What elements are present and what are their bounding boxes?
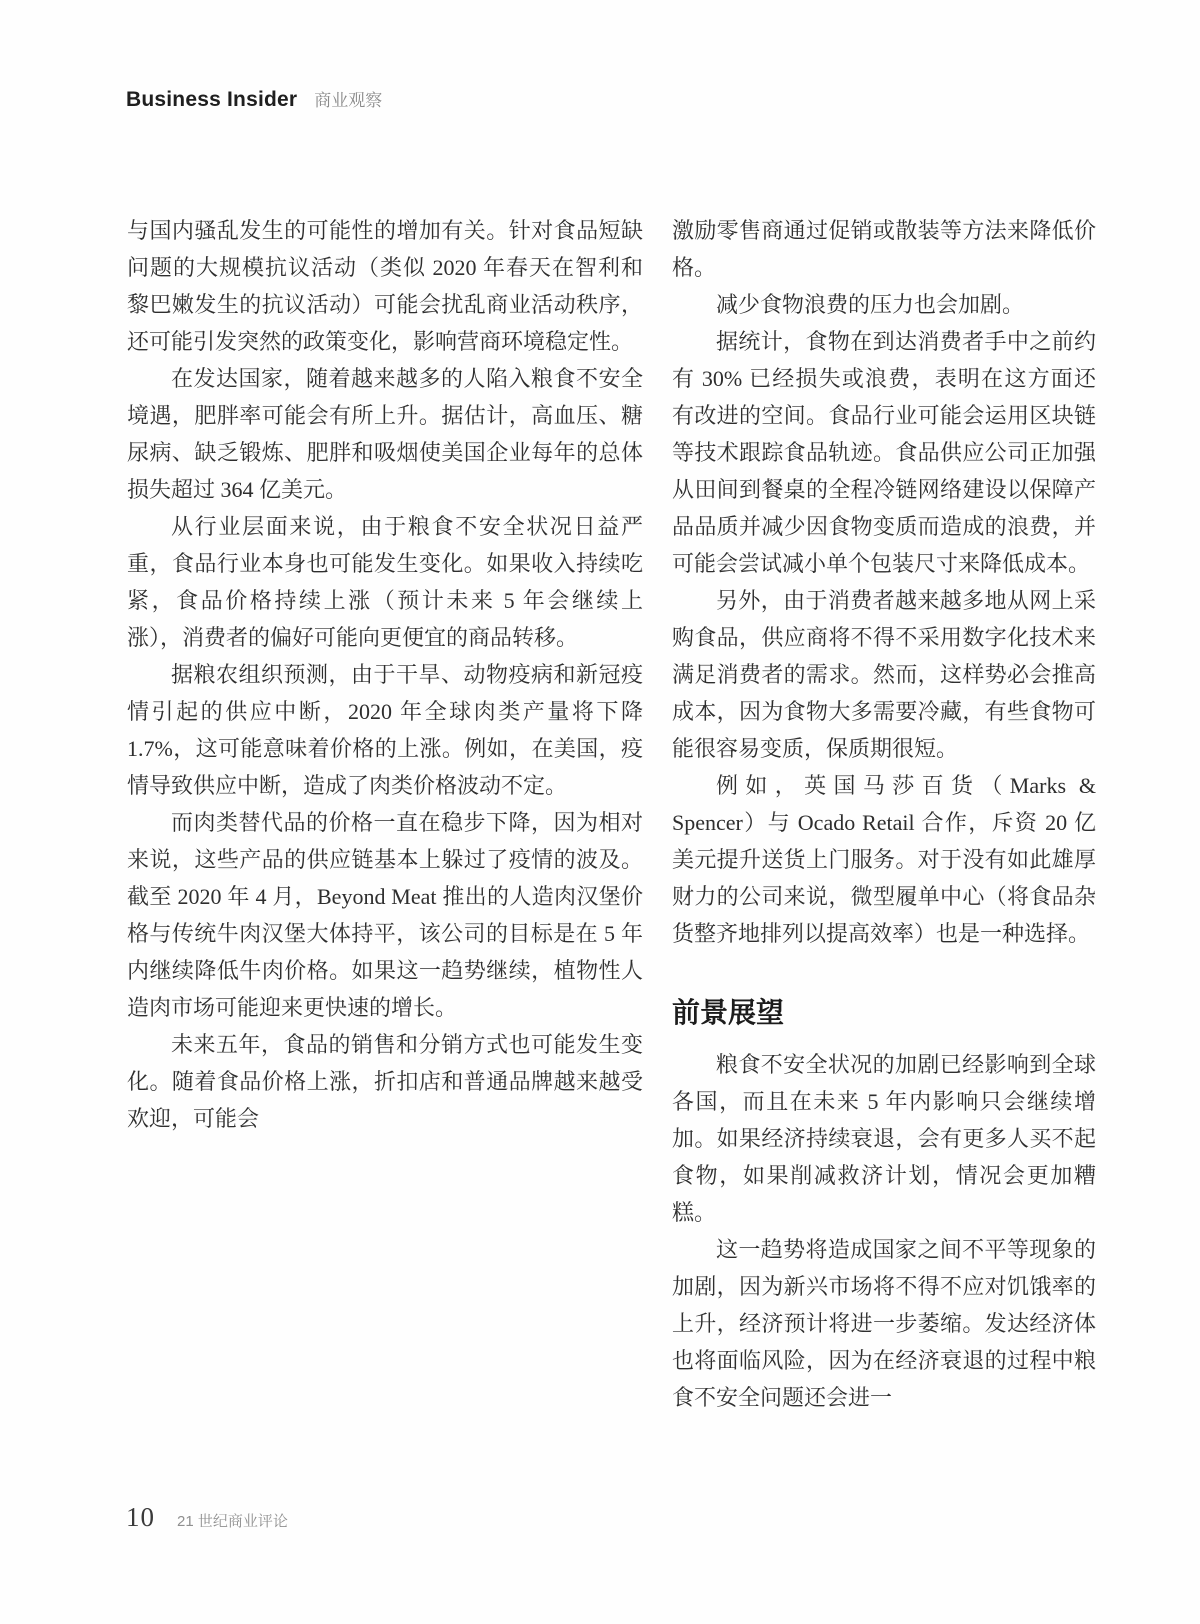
article-paragraph: 从行业层面来说，由于粮食不安全状况日益严重，食品行业本身也可能发生变化。如果收入持续吃紧，食品价格持续上涨（预计未来 5 年会继续上涨），消费者的偏好可能向更便宜的商品转移。: [127, 514, 643, 650]
article-paragraph: 减少食物浪费的压力也会加剧。: [716, 292, 1025, 317]
journal-name: 21 世纪商业评论: [177, 1513, 288, 1530]
article-paragraph: 据粮农组织预测，由于干旱、动物疫病和新冠疫情引起的供应中断，2020 年全球肉类产量将下降 1.7%，这可能意味着价格的上涨。例如，在美国，疫情导致供应中断，造成了肉类价格波动不定。: [127, 662, 643, 798]
article-paragraph: 据统计，食物在到达消费者手中之前约有 30% 已经损失或浪费，表明在这方面还有改进的空间。食品行业可能会运用区块链等技术跟踪食品轨迹。食品供应公司正加强从田间到餐桌的全程冷链网络建设以保障产品品质并减少因食物变质而造成的浪费，并可能会尝试减小单个包装尺寸来降低成本。: [672, 329, 1096, 576]
page-footer: [126, 1502, 288, 1533]
page-header: [126, 86, 382, 112]
outlook-section-heading: 前景展望: [672, 997, 785, 1028]
article-paragraph: 例如，英国马莎百货（Marks & Spencer）与 Ocado Retail 合作，斥资 20 亿美元提升送货上门服务。对于没有如此雄厚财力的公司来说，微型履单中心（将食品杂货整齐地排列以提高效率）也是一种选择。: [672, 773, 1096, 946]
section-label: 商业观察: [314, 91, 383, 110]
left-column: [127, 212, 643, 1137]
article-paragraph: 而肉类替代品的价格一直在稳步下降，因为相对来说，这些产品的供应链基本上躲过了疫情的波及。截至 2020 年 4 月，Beyond Meat 推出的人造肉汉堡价格与传统牛肉汉堡大体持平，该公司的目标是在 5 年内继续降低牛肉价格。如果这一趋势继续，植物性人造肉市场可能迎来更快速的增长。: [127, 810, 643, 1020]
article-paragraph: 在发达国家，随着越来越多的人陷入粮食不安全境遇，肥胖率可能会有所上升。据估计，高血压、糖尿病、缺乏锻炼、肥胖和吸烟使美国企业每年的总体损失超过 364 亿美元。: [127, 366, 643, 502]
article-paragraph: 这一趋势将造成国家之间不平等现象的加剧，因为新兴市场将不得不应对饥饿率的上升，经济预计将进一步萎缩。发达经济体也将面临风险，因为在经济衰退的过程中粮食不安全问题还会进一: [672, 1237, 1096, 1410]
brand-title: Business Insider: [126, 88, 298, 111]
article-paragraph: 激励零售商通过促销或散装等方法来降低价格。: [672, 218, 1096, 280]
page-number: 10: [126, 1502, 155, 1532]
article-paragraph: 另外，由于消费者越来越多地从网上采购食品，供应商将不得不采用数字化技术来满足消费者的需求。然而，这样势必会推高成本，因为食物大多需要冷藏，有些食物可能很容易变质，保质期很短。: [672, 588, 1096, 761]
article-paragraph: 未来五年，食品的销售和分销方式也可能发生变化。随着食品价格上涨，折扣店和普通品牌越来越受欢迎，可能会: [127, 1032, 643, 1131]
article-paragraph: 粮食不安全状况的加剧已经影响到全球各国，而且在未来 5 年内影响只会继续增加。如果经济持续衰退，会有更多人买不起食物，如果削减救济计划，情况会更加糟糕。: [672, 1052, 1096, 1225]
right-column: [672, 212, 1096, 1416]
article-paragraph: 与国内骚乱发生的可能性的增加有关。针对食品短缺问题的大规模抗议活动（类似 2020 年春天在智利和黎巴嫩发生的抗议活动）可能会扰乱商业活动秩序，还可能引发突然的政策变化，影响营商环境稳定性。: [127, 218, 643, 354]
